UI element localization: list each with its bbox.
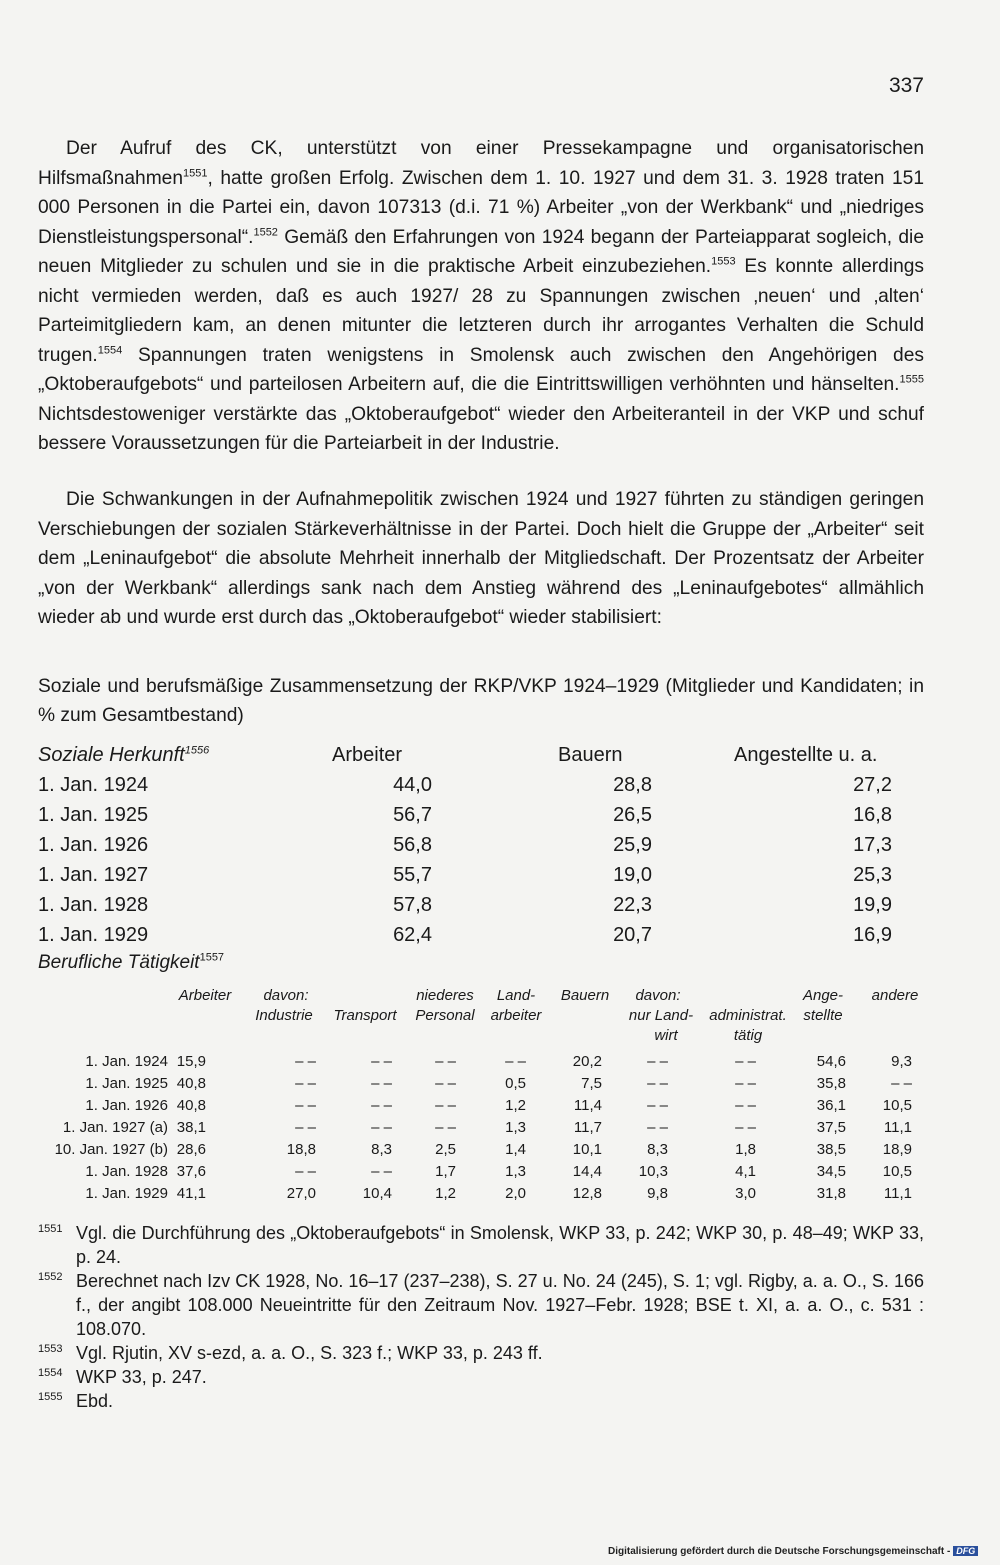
dfg-logo: DFG bbox=[953, 1546, 978, 1556]
column-header: Transport bbox=[333, 1007, 397, 1024]
column-header: Arbeiter bbox=[178, 987, 232, 1004]
table-cell: 1,4 bbox=[505, 1141, 526, 1158]
column-header: Personal bbox=[415, 1007, 475, 1024]
table-cell: 12,8 bbox=[572, 1185, 602, 1202]
column-header: niederes bbox=[416, 987, 474, 1004]
table-cell: 11,1 bbox=[883, 1119, 912, 1136]
table-body bbox=[38, 770, 924, 950]
table-row bbox=[0, 1051, 1000, 1073]
footnote-ref: 1556 bbox=[184, 744, 210, 757]
table-cell: 3,0 bbox=[735, 1185, 756, 1202]
table-cell: 10,5 bbox=[882, 1163, 912, 1180]
table-cell: 20,7 bbox=[613, 924, 652, 946]
table-cell: 1,2 bbox=[505, 1097, 526, 1114]
table-cell: 57,8 bbox=[393, 894, 432, 916]
column-header: Arbeiter bbox=[332, 744, 403, 766]
footnote-number: 1552 bbox=[38, 1271, 63, 1283]
footnote-text: Berechnet nach Izv CK 1928, No. 16–17 (237–238), S. 27 u. No. 24 (245), S. 1; vgl. Rigby, a. a. O., S. 166 f., der angibt 108.000 Neueintritte für den Zeitraum Nov. 1927–Febr. 1928; BSE t. XI, a. a. O., c. 531 : 108.070. bbox=[76, 1271, 924, 1339]
table-cell: – – bbox=[435, 1075, 456, 1092]
table-cell: 41,1 bbox=[176, 1185, 206, 1202]
table-cell: 11,7 bbox=[573, 1119, 602, 1136]
column-header: tätig bbox=[733, 1027, 763, 1044]
table-cell: 19,9 bbox=[853, 894, 892, 916]
table-cell: 40,8 bbox=[176, 1075, 206, 1092]
table-cell: 36,1 bbox=[816, 1097, 846, 1114]
text-run: Es konnte allerdings nicht vermieden werden, daß es auch 1927/ 28 zu Spannungen zwischen ‚neuen‘ und ‚alten‘ Parteimitgliedern kam, an denen mitunter die letzteren durch ihr arrogantes Verhalten die Schuld trugen. bbox=[38, 256, 925, 366]
row-label: 1. Jan. 1928 bbox=[85, 1163, 168, 1180]
row-label: 1. Jan. 1929 bbox=[38, 924, 149, 946]
table-cell: 27,2 bbox=[853, 774, 892, 796]
table-cell: 40,8 bbox=[176, 1097, 206, 1114]
soziale-herkunft-table bbox=[38, 740, 924, 950]
row-label: 1. Jan. 1927 bbox=[38, 864, 149, 886]
table-cell: 16,9 bbox=[853, 924, 892, 946]
table-cell: 19,0 bbox=[613, 864, 652, 886]
column-header: Industrie bbox=[255, 1007, 313, 1024]
table-cell: 28,6 bbox=[176, 1141, 206, 1158]
table-cell: 16,8 bbox=[853, 804, 892, 826]
table-cell: 10,1 bbox=[572, 1141, 602, 1158]
column-header: Land- bbox=[496, 987, 536, 1004]
row-label: 1. Jan. 1928 bbox=[38, 894, 149, 916]
table-cell: 10,5 bbox=[882, 1097, 912, 1114]
table-cell: 26,5 bbox=[613, 804, 652, 826]
row-label: 1. Jan. 1929 bbox=[85, 1185, 168, 1202]
table-header-row bbox=[38, 740, 924, 770]
table-cell: 27,0 bbox=[286, 1185, 316, 1202]
row-label: 1. Jan. 1926 bbox=[38, 834, 149, 856]
column-header: Bauern bbox=[558, 744, 623, 766]
table-cell: 44,0 bbox=[393, 774, 432, 796]
footnote bbox=[38, 1341, 924, 1365]
page-number: 337 bbox=[888, 74, 924, 97]
table-title-text: Berufliche Tätigkeit bbox=[38, 952, 200, 973]
table-row bbox=[0, 1117, 1000, 1139]
footnote-number: 1554 bbox=[38, 1367, 63, 1379]
table-cell: 10,4 bbox=[362, 1185, 392, 1202]
table-row bbox=[38, 860, 924, 890]
table-cell: 25,9 bbox=[613, 834, 652, 856]
table-cell: 1,7 bbox=[435, 1163, 456, 1180]
column-header: Bauern bbox=[560, 987, 610, 1004]
table-cell: 2,0 bbox=[505, 1185, 526, 1202]
table-cell: – – bbox=[295, 1163, 316, 1180]
column-header: Angestellte u. a. bbox=[734, 744, 878, 766]
table-cell: – – bbox=[735, 1053, 756, 1070]
berufliche-taetigkeit-table bbox=[0, 1051, 1000, 1205]
table-cell: 1,2 bbox=[435, 1185, 456, 1202]
table-cell: 0,5 bbox=[505, 1075, 526, 1092]
table-row bbox=[38, 830, 924, 860]
table-row bbox=[0, 1161, 1000, 1183]
row-label: 1. Jan. 1926 bbox=[85, 1097, 168, 1114]
table-cell: 1,3 bbox=[505, 1163, 526, 1180]
table-cell: 9,3 bbox=[891, 1053, 912, 1070]
footnote-text: WKP 33, p. 247. bbox=[76, 1367, 207, 1387]
table-cell: 11,4 bbox=[573, 1097, 602, 1114]
table-cell: 10,3 bbox=[638, 1163, 668, 1180]
table-cell: – – bbox=[371, 1163, 392, 1180]
table-cell: 38,1 bbox=[176, 1119, 206, 1136]
column-header: nur Land- bbox=[628, 1007, 694, 1024]
table-cell: – – bbox=[647, 1097, 668, 1114]
footnote-ref: 1557 bbox=[199, 951, 225, 964]
footer-credit bbox=[608, 1546, 992, 1557]
table-cell: 54,6 bbox=[816, 1053, 846, 1070]
footnotes bbox=[38, 1221, 924, 1413]
table-row bbox=[38, 920, 924, 950]
table-cell: 4,1 bbox=[735, 1163, 756, 1180]
table-cell: 7,5 bbox=[581, 1075, 602, 1092]
column-header: davon: bbox=[635, 987, 681, 1004]
column-header: arbeiter bbox=[490, 1007, 542, 1024]
table-cell: – – bbox=[505, 1053, 526, 1070]
table-cell: 14,4 bbox=[572, 1163, 602, 1180]
table-row bbox=[0, 1095, 1000, 1117]
footnote bbox=[38, 1389, 924, 1413]
footnote-number: 1551 bbox=[38, 1223, 63, 1235]
column-header: stellte bbox=[803, 1007, 843, 1024]
table-cell: 17,3 bbox=[853, 834, 892, 856]
row-label: 1. Jan. 1927 (a) bbox=[62, 1119, 168, 1136]
table-row bbox=[38, 800, 924, 830]
table-cell: 8,3 bbox=[647, 1141, 668, 1158]
body-paragraph-1 bbox=[38, 134, 924, 459]
table-row bbox=[38, 770, 924, 800]
table-cell: 18,8 bbox=[286, 1141, 316, 1158]
table-cell: – – bbox=[371, 1097, 392, 1114]
table-cell: 11,1 bbox=[883, 1185, 912, 1202]
row-label: 1. Jan. 1925 bbox=[38, 804, 149, 826]
table-cell: 20,2 bbox=[572, 1053, 602, 1070]
table-cell: – – bbox=[371, 1075, 392, 1092]
table-row bbox=[38, 890, 924, 920]
table-cell: 2,5 bbox=[435, 1141, 456, 1158]
table-cell: – – bbox=[735, 1097, 756, 1114]
table-cell: 62,4 bbox=[393, 924, 432, 946]
table-cell: – – bbox=[371, 1053, 392, 1070]
table-cell: 38,5 bbox=[816, 1141, 846, 1158]
footnote-number: 1555 bbox=[38, 1391, 63, 1403]
footnote-ref: 1555 bbox=[899, 373, 924, 386]
table-cell: – – bbox=[735, 1119, 756, 1136]
table-cell: – – bbox=[647, 1119, 668, 1136]
table-cell: – – bbox=[295, 1097, 316, 1114]
body-paragraph-2: Die Schwankungen in der Aufnahmepolitik zwischen 1924 und 1927 führten zu ständigen geringen Verschiebungen der sozialen Stärkeverhältnisse in der Partei. Doch hielt die Gruppe der „Arbeiter“ seit dem „Leninaufgebot“ die absolute Mehrheit innerhalb der Mitgliedschaft. Der Prozentsatz der Arbeiter „von der Werkbank“ allerdings sank nach dem Anstieg während des „Leninaufgebotes“ allmählich wieder ab und wurde erst durch das „Oktoberaufgebot“ wieder stabilisiert: bbox=[38, 489, 924, 628]
footnote-ref: 1554 bbox=[97, 344, 123, 357]
column-header: administrat. bbox=[709, 1007, 787, 1024]
footnote bbox=[38, 1365, 924, 1389]
table-cell: 56,8 bbox=[393, 834, 432, 856]
table-cell: 28,8 bbox=[613, 774, 652, 796]
table-cell: 56,7 bbox=[393, 804, 432, 826]
footer-text: Digitalisierung gefördert durch die Deutsche Forschungsgemeinschaft - bbox=[608, 1546, 951, 1557]
table-cell: – – bbox=[435, 1119, 456, 1136]
table-cell: – – bbox=[647, 1053, 668, 1070]
footnote bbox=[38, 1269, 924, 1341]
table-cell: 55,7 bbox=[393, 864, 432, 886]
text-run: Spannungen traten wenigstens in Smolensk auch zwischen den Angehörigen des „Oktoberaufgebots“ und parteilosen Arbeitern auf, die die Eintrittswilligen verhöhnten und hänselten. bbox=[38, 344, 924, 395]
table-cell: – – bbox=[435, 1097, 456, 1114]
text-run: , hatte großen Erfolg. Zwischen dem 1. 10. 1927 und dem 31. 3. 1928 traten 151 000 Personen in die Partei ein, davon 107313 (d.i. 71 %) Arbeiter „von der Werkbank“ und „niedriges Dienstleistungspersonal“. bbox=[38, 167, 924, 248]
table-row bbox=[0, 1183, 1000, 1205]
table-cell: – – bbox=[295, 1053, 316, 1070]
table-row bbox=[0, 1139, 1000, 1161]
footnote-text: Ebd. bbox=[76, 1391, 114, 1411]
table-cell: 18,9 bbox=[882, 1141, 912, 1158]
column-header: wirt bbox=[654, 1027, 678, 1044]
row-label: 1. Jan. 1924 bbox=[85, 1053, 168, 1070]
table-caption: Soziale und berufsmäßige Zusammensetzung der RKP/VKP 1924–1929 (Mitglieder und Kandidaten; in % zum Gesamtbestand) bbox=[38, 676, 924, 726]
table-cell: 37,5 bbox=[816, 1119, 846, 1136]
text-run: Gemäß den Erfahrungen von 1924 begann der Parteiapparat sogleich, die neuen Mitglieder zu schulen und sie in die praktische Arbeit einzubeziehen. bbox=[38, 226, 924, 277]
footnote-ref: 1551 bbox=[183, 167, 208, 180]
footnote-text: Vgl. die Durchführung des „Oktoberaufgebots“ in Smolensk, WKP 33, p. 242; WKP 30, p. 48–49; WKP 33, p. 24. bbox=[76, 1223, 924, 1267]
table-cell: 31,8 bbox=[816, 1185, 846, 1202]
table-row bbox=[0, 1073, 1000, 1095]
table-cell: 8,3 bbox=[371, 1141, 392, 1158]
table-cell: 35,8 bbox=[816, 1075, 846, 1092]
table-cell: 15,9 bbox=[176, 1053, 206, 1070]
table-cell: 1,3 bbox=[505, 1119, 526, 1136]
table-cell: 37,6 bbox=[176, 1163, 206, 1180]
footnote bbox=[38, 1221, 924, 1269]
table-cell: 25,3 bbox=[853, 864, 892, 886]
table-cell: 34,5 bbox=[816, 1163, 846, 1180]
column-header: davon: bbox=[263, 987, 309, 1004]
table-cell: – – bbox=[371, 1119, 392, 1136]
table-cell: – – bbox=[735, 1075, 756, 1092]
footnote-text: Vgl. Rjutin, XV s-ezd, a. a. O., S. 323 f.; WKP 33, p. 243 ff. bbox=[76, 1343, 543, 1363]
text-run: Der Aufruf des CK, unterstützt von einer Pressekampagne und organisatorischen Hilfsmaßnahmen bbox=[38, 138, 924, 189]
table-title bbox=[38, 952, 224, 974]
table-cell: 1,8 bbox=[735, 1141, 756, 1158]
table-cell: 22,3 bbox=[613, 894, 652, 916]
table-title-text: Soziale Herkunft bbox=[38, 744, 185, 766]
row-label: 1. Jan. 1924 bbox=[38, 774, 149, 796]
text-run: Nichtsdestoweniger verstärkte das „Oktoberaufgebot“ wieder den Arbeiteranteil in der VKP und schuf bessere Voraussetzungen für die Parteiarbeit in der Industrie. bbox=[38, 403, 924, 454]
row-label: 10. Jan. 1927 (b) bbox=[54, 1141, 168, 1158]
table-cell: – – bbox=[435, 1053, 456, 1070]
footnote-ref: 1553 bbox=[711, 255, 736, 268]
table-cell: 9,8 bbox=[647, 1185, 668, 1202]
column-header: andere bbox=[871, 987, 919, 1004]
row-label: 1. Jan. 1925 bbox=[85, 1075, 168, 1092]
column-header: Ange- bbox=[802, 987, 844, 1004]
table-cell: – – bbox=[891, 1075, 912, 1092]
table-title bbox=[38, 740, 209, 770]
table-cell: – – bbox=[295, 1075, 316, 1092]
footnote-ref: 1552 bbox=[253, 226, 278, 239]
table-cell: – – bbox=[295, 1119, 316, 1136]
footnote-number: 1553 bbox=[38, 1343, 63, 1355]
table-cell: – – bbox=[647, 1075, 668, 1092]
